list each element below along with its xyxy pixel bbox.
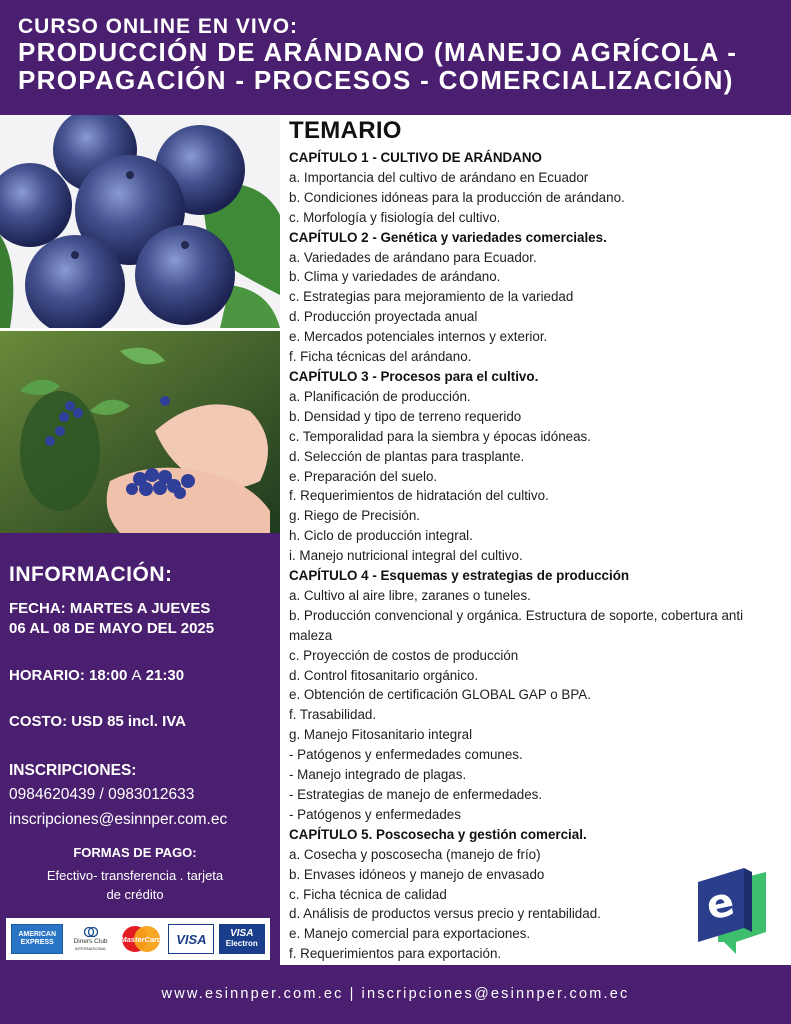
visa-electron-logo [219, 924, 265, 954]
topic-item: d. Producción proyectada anual [289, 309, 478, 325]
horario-separator: A [131, 667, 142, 684]
electron-bottom: Electron [225, 939, 258, 948]
course-dates [9, 599, 214, 639]
fecha-line2: 06 AL 08 DE MAYO DEL 2025 [9, 620, 215, 637]
payment-cards [6, 918, 270, 960]
topic-item: c. Estrategias para mejoramiento de la variedad [289, 289, 574, 305]
topic-item: - Patógenos y enfermedades [289, 806, 461, 822]
topic-item: - Manejo integrado de plagas. [289, 767, 467, 783]
info-section [0, 533, 280, 965]
diners-icon [84, 926, 98, 938]
horario-start: HORARIO: 18:00 [9, 667, 128, 684]
header-banner [0, 0, 791, 115]
temario-section [289, 117, 784, 964]
topic-item: - Patógenos y enfermedades comunes. [289, 747, 523, 763]
amex-logo: AMERICAN EXPRESS [11, 924, 63, 954]
topic-item: e. Preparación del suelo. [289, 468, 438, 484]
fecha-line1: FECHA: MARTES A JUEVES [9, 600, 211, 617]
topic-item: a. Importancia del cultivo de arándano en Ecuador [289, 169, 589, 185]
topic-item: f. Requerimientos de hidratación del cultivo. [289, 488, 549, 504]
topic-item: b. Clima y variedades de arándano. [289, 269, 501, 285]
payment-methods-line1: Efectivo- transferencia . tarjeta [46, 868, 224, 883]
topic-item: d. Análisis de productos versus precio y rentabilidad. [289, 906, 601, 922]
topic-item: f. Requerimientos para exportación. [289, 946, 502, 962]
topic-item: a. Variedades de arándano para Ecuador. [289, 249, 537, 265]
topic-item: c. Proyección de costos de producción [289, 647, 519, 663]
svg-text:e: e [702, 878, 739, 930]
diners-bottom: INTERNATIONAL [74, 946, 107, 951]
temario-list [289, 148, 784, 964]
course-title-line1: PRODUCCIÓN DE ARÁNDANO (MANEJO AGRÍCOLA - [18, 37, 738, 67]
temario-title: TEMARIO [289, 117, 402, 144]
footer-website[interactable]: www.esinnper.com.ec [161, 986, 344, 1002]
topic-item: e. Mercados potenciales internos y exterior. [289, 329, 548, 345]
contact-phones[interactable]: 0984620439 / 0983012633 [9, 786, 195, 803]
esinnper-logo [696, 862, 768, 954]
footer [0, 965, 791, 1024]
blueberries-image [0, 115, 280, 328]
electron-top: VISA [230, 928, 254, 939]
topic-item: a. Cosecha y poscosecha (manejo de frío) [289, 846, 541, 862]
topic-item: b. Condiciones idóneas para la producción de arándano. [289, 189, 625, 205]
topic-item: b. Envases idóneos y manejo de envasado [289, 866, 545, 882]
topic-item: e. Obtención de certificación GLOBAL GAP o BPA. [289, 687, 591, 703]
topic-item: a. Planificación de producción. [289, 388, 471, 404]
mastercard-logo [118, 924, 164, 954]
contact-email[interactable]: inscripciones@esinnper.com.ec [9, 811, 228, 828]
inscripciones-title: INSCRIPCIONES: [9, 762, 137, 779]
topic-item: e. Manejo comercial para exportaciones. [289, 926, 531, 942]
diners-logo [68, 924, 114, 954]
hands-picking-image [0, 331, 280, 533]
topic-item: i. Manejo nutricional integral del cultivo. [289, 548, 523, 564]
footer-separator: | [349, 986, 356, 1002]
horario-end: 21:30 [145, 667, 185, 684]
payment-methods-line2: de crédito [106, 887, 164, 902]
topic-item: f. Trasabilidad. [289, 707, 377, 723]
topic-item: c. Ficha técnica de calidad [289, 886, 447, 902]
topic-item: - Estrategias de manejo de enfermedades. [289, 787, 543, 802]
topic-item: c. Temporalidad para la siembra y épocas idóneas. [289, 428, 591, 444]
visa-logo: VISA [168, 924, 214, 954]
topic-item: d. Selección de plantas para trasplante. [289, 448, 525, 464]
course-type: CURSO ONLINE EN VIVO: [18, 15, 299, 38]
topic-item: g. Manejo Fitosanitario integral [289, 727, 473, 743]
chapter-heading: CAPÍTULO 5. Poscosecha y gestión comercial. [289, 826, 587, 842]
footer-email[interactable]: inscripciones@esinnper.com.ec [361, 986, 630, 1002]
chapter-heading: CAPÍTULO 2 - Genética y variedades comerciales. [289, 229, 607, 245]
chapter-heading: CAPÍTULO 1 - CULTIVO DE ARÁNDANO [289, 150, 542, 165]
course-title-line2: PROPAGACIÓN - PROCESOS - COMERCIALIZACIÓN) [18, 65, 734, 95]
chapter-heading: CAPÍTULO 4 - Esquemas y estrategias de producción [289, 568, 630, 584]
topic-item: h. Ciclo de producción integral. [289, 528, 473, 544]
payment-methods-title: FORMAS DE PAGO: [73, 845, 197, 860]
topic-item: a. Cultivo al aire libre, zaranes o tuneles. [289, 587, 531, 603]
topic-item: b. Densidad y tipo de terreno requerido [289, 408, 522, 424]
topic-item: d. Control fitosanitario orgánico. [289, 667, 479, 683]
course-cost: COSTO: USD 85 incl. IVA [9, 713, 186, 730]
mastercard-text: MasterCard [120, 935, 162, 944]
topic-item: b. Producción convencional y orgánica. Estructura de soporte, cobertura anti maleza [289, 607, 744, 643]
chapter-heading: CAPÍTULO 3 - Procesos para el cultivo. [289, 368, 539, 384]
course-schedule [9, 667, 184, 684]
info-title: INFORMACIÓN: [9, 563, 173, 586]
topic-item: c. Morfología y fisiología del cultivo. [289, 209, 501, 225]
topic-item: g. Riego de Precisión. [289, 508, 421, 524]
topic-item: f. Ficha técnicas del arándano. [289, 349, 472, 365]
payment-methods-text [0, 866, 270, 904]
diners-top: Diners Club [73, 938, 108, 945]
